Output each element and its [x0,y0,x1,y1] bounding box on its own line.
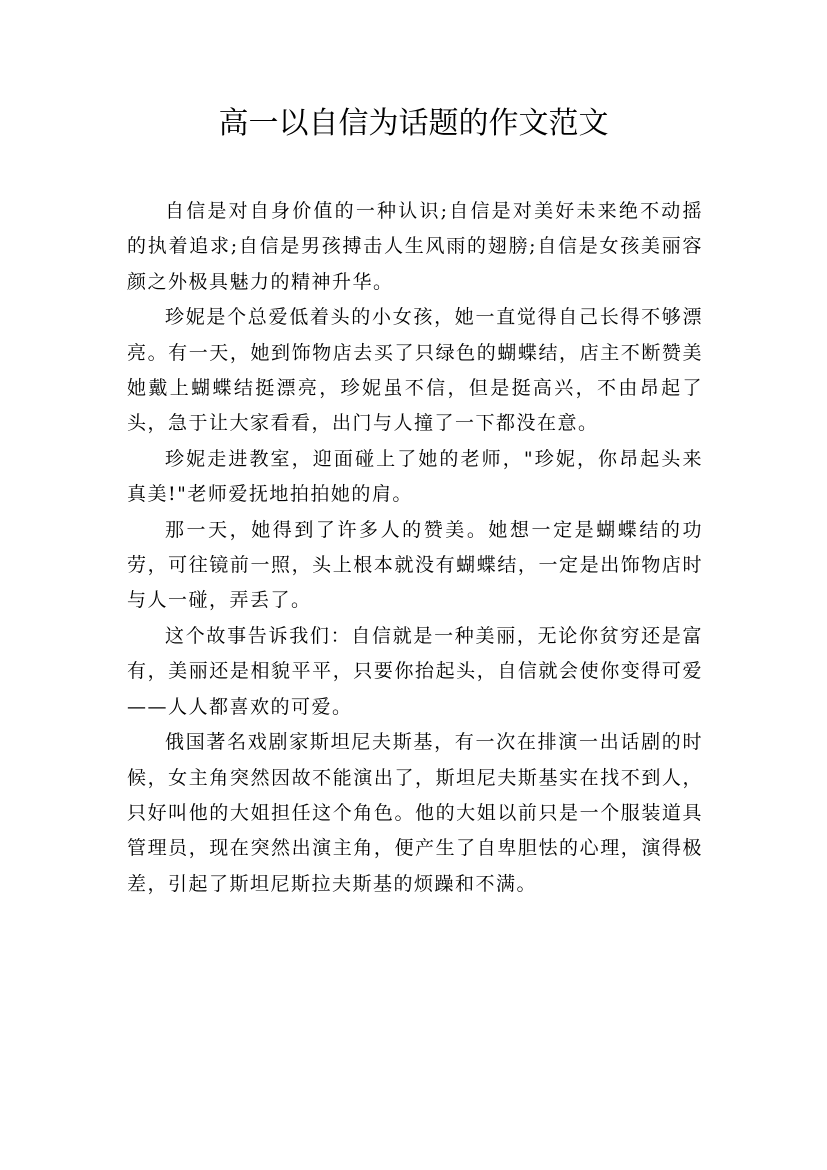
paragraph-1: 自信是对自身价值的一种认识;自信是对美好未来绝不动摇的执着追求;自信是男孩搏击人生风雨的翅膀;自信是女孩美丽容颜之外极具魅力的精神升华。 [127,200,703,293]
document-body [127,194,703,902]
document-title: 高一以自信为话题的作文范文 [218,106,609,141]
paragraph-3: 珍妮走进教室，迎面碰上了她的老师，"珍妮，你昂起头来真美!"老师爱抚地拍拍她的肩。 [127,447,703,506]
paragraph-2: 珍妮是个总爱低着头的小女孩，她一直觉得自己长得不够漂亮。有一天，她到饰物店去买了只绿色的蝴蝶结，店主不断赞美她戴上蝴蝶结挺漂亮，珍妮虽不信，但是挺高兴，不由昂起了头，急于让大家看看，出门与人撞了一下都没在意。 [127,306,703,435]
paragraph-6: 俄国著名戏剧家斯坦尼夫斯基，有一次在排演一出话剧的时候，女主角突然因故不能演出了，斯坦尼夫斯基实在找不到人，只好叫他的大姐担任这个角色。他的大姐以前只是一个服装道具管理员，现在突然出演主角，便产生了自卑胆怯的心理，演得极差，引起了斯坦尼斯拉夫斯基的烦躁和不满。 [127,731,703,895]
paragraph-5: 这个故事告诉我们：自信就是一种美丽，无论你贫穷还是富有，美丽还是相貌平平，只要你抬起头，自信就会使你变得可爱——人人都喜欢的可爱。 [127,624,703,718]
paragraph-4: 那一天，她得到了许多人的赞美。她想一定是蝴蝶结的功劳，可往镜前一照，头上根本就没有蝴蝶结，一定是出饰物店时与人一碰，弄丢了。 [127,518,703,612]
